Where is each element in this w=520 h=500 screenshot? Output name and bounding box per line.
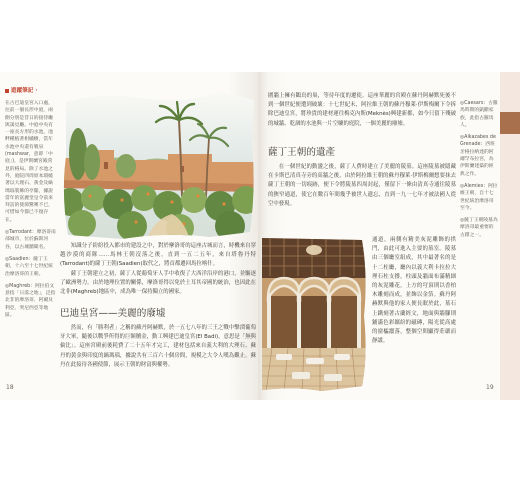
- right-margin-notes: [460, 100, 498, 382]
- paragraph: 圍牆上擁有鸛鳥的巢，等待年度的遷徙。這座華麗的宮殿在蘇丹阿赫默死後不到一個世紀便遭到破壞：十七世紀末，阿拉維王朝的蘇丹穆萊·伊斯梅爾下令拆除巴迪皇宮，將珍貴的建材運往梅克內斯(Meknès)興建新都，如今只留下殘破的城牆、乾涸的水池與一片空曠的庭院，一個美麗的廢墟。: [268, 93, 456, 127]
- left-margin-notes: [5, 100, 57, 382]
- paragraph: 在一個世紀的動盪之後，薩丁人費時建立了美麗的陵墓。這座陵墓被隱藏在卡斯巴清真寺旁的高牆之後，由於阿拉維王朝的蘇丹穆萊·伊斯梅爾想要抹去薩丁王朝的一切痕跡，便下令將陵墓四周封起，僅留下一條由清真寺通往陵墓的狹窄通道，使它在數百年間幾乎被世人遺忘，直到一九一七年才被法國人從空中發現。: [268, 164, 456, 207]
- margin-note: ◎Alemies：阿拉維王朝，自十七世紀統治摩洛哥至今。: [460, 183, 498, 211]
- page-number-right: 19: [486, 384, 494, 391]
- paragraph: 通道，兩側有精美灰泥雕飾的拱門，由此可進入主要的墓室。陵墓由三個廳室組成，其中最著名的是十二柱廳，廳內以義大利卡拉拉大理石柱支撐，柱頭及牆面布滿精細的灰泥雕花，上方的穹頂則以香柏木雕刻而成，並飾以金箔。蘇丹阿赫默與他的家人便長眠於此，墓石上鐫刻著古蘭經文，地面與牆腳則鋪滿色彩繽紛的磁磚，陽光從高處的窗櫺灑落，整個空間顯得莊嚴而靜謐。: [372, 237, 456, 345]
- window-light: [306, 245, 322, 255]
- right-top-text: [268, 92, 456, 139]
- margin-note: 在古巴迪皇宮入口處，往前一個長形中庭，兩側分別是昔日的接待廳與謁見廳。中庭中央有一座長方形的水池，池畔種植著柑橘樹，當年水池中央還有噴泉(mashwar，意即「中庭」)，是伊斯蘭宮殿常見的格局。除了水池之外，庭院四周原本環繞著以大理石、黃金及縞瑪瑙裝飾的亭閣，據說當年的富麗堂皇令前來拜訪的使節驚嘆不已，可惜如今都已不復存在。: [5, 101, 53, 223]
- cypress-tree: [69, 128, 87, 180]
- arch-opening: [330, 296, 358, 348]
- marble-column: [297, 294, 301, 350]
- wall-window: [104, 162, 108, 169]
- left-intro-text: [60, 242, 256, 307]
- cypress-tree: [84, 144, 100, 180]
- section-heading-saadien-legacy: 薩丁王朝的遺產: [268, 147, 336, 158]
- margin-note: ◎Alkazabes de Grenade：西班牙格拉納達的阿爾罕布拉宮，為伊斯蘭建築的經典之作。: [460, 135, 496, 177]
- palace-garden-illustration: [60, 84, 256, 240]
- cypress-tree: [116, 154, 136, 178]
- paragraph: 薩丁王朝建立之初，薩丁人從葡萄牙人手中收復了大西洋沿岸的港口，並驅逐了歐洲勢力。由於地理位置的關係，摩洛哥得以免於土耳其帝國的統治，也因此在北非(Maghreb)地區中，成為唯一保持獨立的國家。: [60, 270, 256, 296]
- tombstone: [276, 354, 292, 360]
- marble-column: [327, 294, 331, 350]
- left-section-text: [60, 324, 256, 389]
- arch-opening: [270, 296, 298, 348]
- margin-note: ◎Maghreb：阿拉伯文意指「日落之地」，泛指北非的摩洛哥、阿爾及利亞、突尼西亞等地區。: [5, 283, 56, 319]
- carved-ceiling: [262, 236, 368, 278]
- margin-note: ◎Saadien：薩丁王朝，十六至十七世紀統治摩洛哥的王朝。: [5, 256, 53, 277]
- right-section-text: [268, 163, 456, 228]
- section-heading-badi-palace: 巴迪皇宮——美麗的廢墟: [60, 308, 166, 319]
- tombstone: [292, 372, 310, 379]
- margin-note: ◎薩丁王朝陵墓為摩洛哥最重要的古蹟之一。: [460, 218, 498, 238]
- tombstone: [306, 358, 324, 364]
- marble-column: [267, 294, 271, 350]
- page-number-left: 18: [6, 384, 14, 391]
- tombstone: [324, 374, 342, 381]
- arch-opening: [300, 296, 328, 348]
- beside-image-text: [372, 236, 456, 384]
- header-square-icon: [5, 89, 9, 93]
- margin-note: ◎Caesars：古羅馬時期的凱撒家族，此指古羅馬人。: [460, 101, 498, 128]
- running-header-label: 遊蹤筆記 ·: [11, 88, 38, 94]
- paragraph: 然而，有「勝利者」之稱的蘇丹阿赫默，於一五七八年的三王之戰中擊潰葡萄牙大軍，隨後以戰爭所得的巨額贖金，動工興建巴迪皇宮(El Badi)，意思是「無與倫比」。這座宮殿前後耗費了二十五年才完工，建材包括來自義大利的大理石、蘇丹的黃金與印度的縞瑪瑙，據說共有三百六十個房間，規模之大令人嘆為觀止。蘇丹在此接待各國使節，展示王朝的財富與權勢。: [60, 325, 256, 368]
- saadien-tombs-illustration: [262, 236, 368, 392]
- tombstone: [334, 354, 350, 360]
- marble-column: [357, 294, 361, 350]
- running-header: [5, 88, 37, 95]
- paragraph: 知識分子紛紛投入都市的建設之中，對於摩洛哥的這座古城而言，時機來自穿越沙漠的商隊……馬林王朝沒落之後，直到一五二五年，來自塔魯丹特(Tarrodant)的薩丁王朝(Saadien)取代之，將首都遷回馬拉喀什。: [60, 243, 256, 268]
- margin-note: ◎Tarrodant：摩洛哥南部城市，位於蘇斯河谷，以古城牆聞名。: [5, 230, 56, 250]
- chapter-tab: [500, 112, 520, 134]
